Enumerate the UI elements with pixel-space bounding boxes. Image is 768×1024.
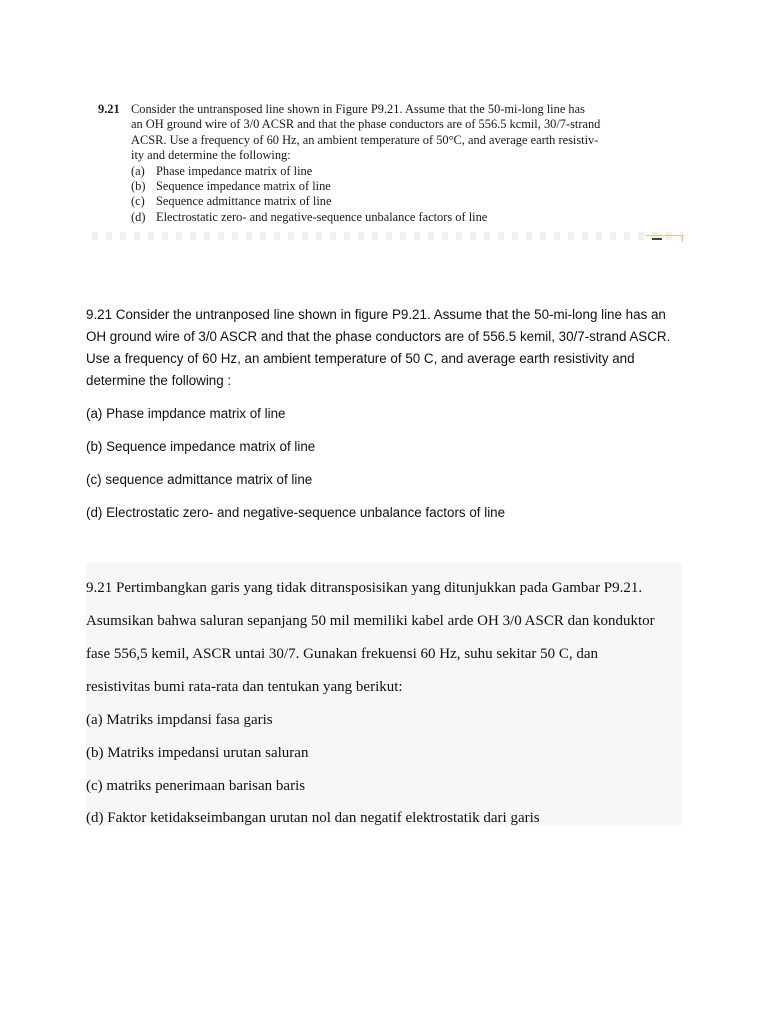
scan-corner-mark	[646, 235, 683, 242]
indonesian-line-3: fase 556,5 kemil, ASCR untai 30/7. Gunakan frekuensi 60 Hz, suhu sekitar 50 C, dan	[86, 646, 599, 662]
indonesian-line-2: Asumsikan bahwa saluran sepanjang 50 mil memiliki kabel arde OH 3/0 ASCR dan konduktor	[86, 613, 655, 629]
problem-number: 9.21	[98, 102, 120, 116]
scan-line-1: 9.21 Consider the untransposed line shown in Figure P9.21. Assume that the 50-mi-long line has	[98, 102, 585, 116]
indonesian-item-c: (c) matriks penerimaan barisan baris	[86, 778, 306, 794]
english-item-c: (c) sequence admittance matrix of line	[86, 472, 313, 487]
scan-line-3: ACSR. Use a frequency of 60 Hz, an ambient temperature of 50°C, and average earth resistiv-	[131, 132, 599, 147]
scan-line-2: an OH ground wire of 3/0 ACSR and that the phase conductors are of 556.5 kcmil, 30/7-strand	[131, 117, 601, 132]
scan-part-a: (a) Phase impedance matrix of line	[131, 163, 313, 178]
english-item-d: (d) Electrostatic zero- and negative-sequence unbalance factors of line	[86, 505, 506, 520]
indonesian-item-b: (b) Matriks impedansi urutan saluran	[86, 745, 309, 761]
english-item-a: (a) Phase impdance matrix of line	[86, 406, 286, 421]
scan-part-d: (d) Electrostatic zero- and negative-sequence unbalance factors of line	[131, 209, 488, 224]
english-item-b: (b) Sequence impedance matrix of line	[86, 439, 316, 454]
scan-cropped-edge	[92, 232, 684, 240]
indonesian-translation	[86, 562, 682, 826]
indonesian-item-a: (a) Matriks impdansi fasa garis	[86, 712, 273, 728]
scan-part-c: (c) Sequence admittance matrix of line	[131, 194, 332, 209]
indonesian-line-4: resistivitas bumi rata-rata dan tentukan yang berikut:	[86, 679, 403, 695]
scan-line-4: ity and determine the following:	[131, 148, 291, 163]
indonesian-item-d: (d) Faktor ketidakseimbangan urutan nol dan negatif elektrostatik dari garis	[86, 810, 540, 826]
english-transcription	[86, 304, 686, 524]
indonesian-line-1: 9.21 Pertimbangkan garis yang tidak ditransposisikan yang ditunjukkan pada Gambar P9.21.	[86, 580, 643, 596]
scan-part-b: (b) Sequence impedance matrix of line	[131, 179, 331, 194]
scanned-problem-image	[92, 102, 684, 244]
english-paragraph: 9.21 Consider the untranposed line shown in figure P9.21. Assume that the 50-mi-long line has an OH ground wire of 3/0 ASCR and that the phase conductors are of 556.5 kemil, 30/7-strand ASCR. Use a frequency of 60 Hz, an ambient temperature of 50 C, and average earth resistivity and determine the following :	[86, 307, 671, 388]
